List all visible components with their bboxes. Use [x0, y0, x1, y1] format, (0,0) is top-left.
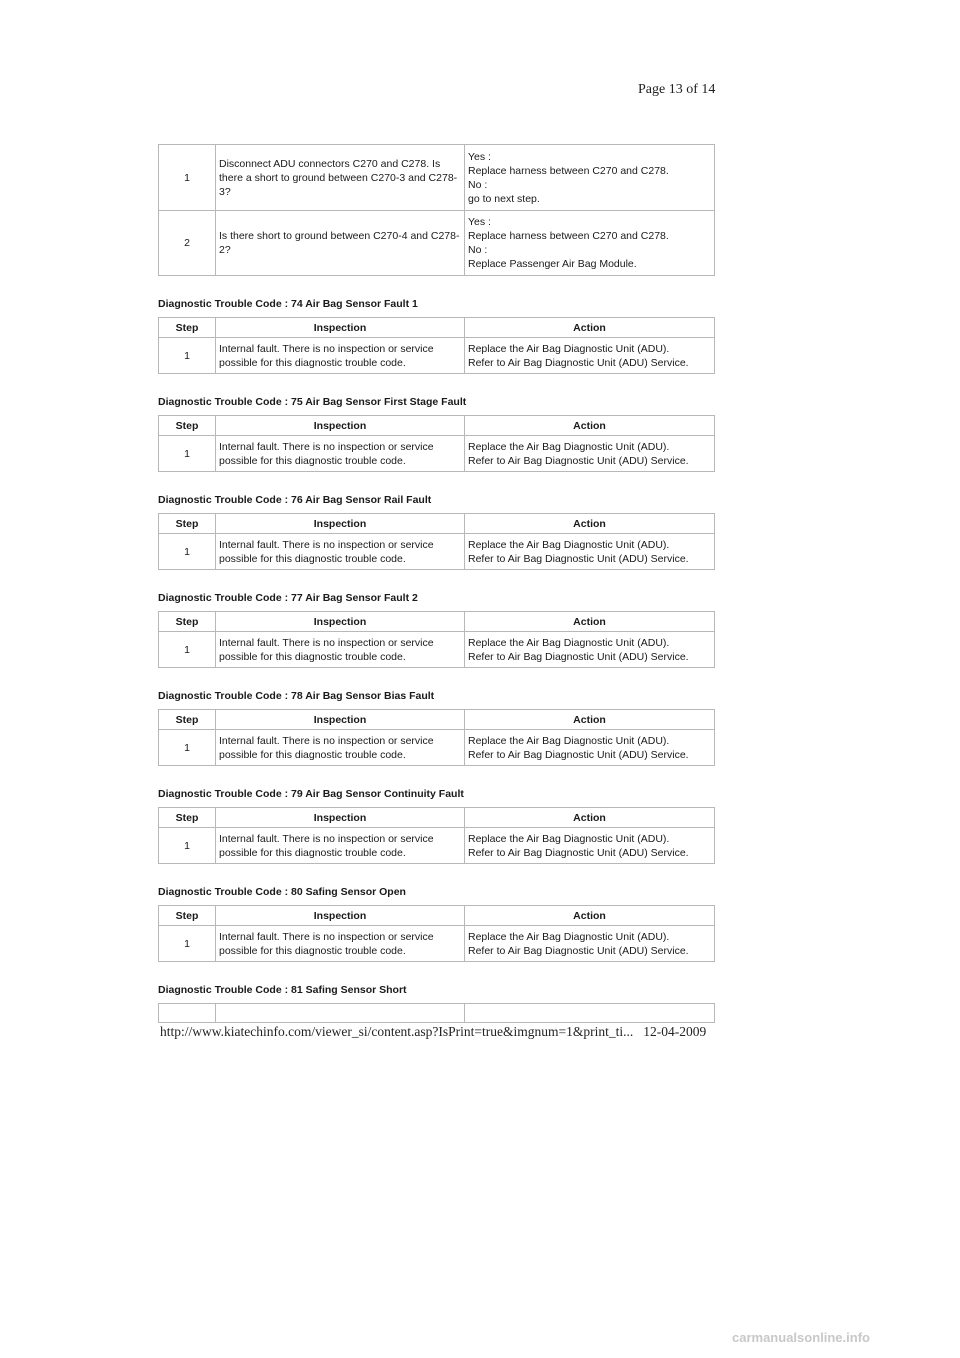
column-header-action: Action	[465, 514, 715, 534]
column-header-action: Action	[465, 906, 715, 926]
step-cell: 1	[159, 632, 216, 668]
column-header-inspection: Inspection	[216, 906, 465, 926]
column-header-action: Action	[465, 318, 715, 338]
column-header-action: Action	[465, 710, 715, 730]
table-row	[159, 632, 715, 668]
action-cell: Yes : Replace harness between C270 and C278. No : go to next step.	[465, 145, 715, 211]
document-body	[158, 144, 714, 1023]
column-header-inspection: Inspection	[216, 416, 465, 436]
action-cell: Replace the Air Bag Diagnostic Unit (ADU). Refer to Air Bag Diagnostic Unit (ADU) Service.	[465, 730, 715, 766]
dtc-sections	[158, 276, 714, 962]
table-header-row	[159, 318, 715, 338]
step-cell: 1	[159, 926, 216, 962]
dtc-title: Diagnostic Trouble Code : 77 Air Bag Sensor Fault 2	[158, 592, 418, 604]
action-cell: Replace the Air Bag Diagnostic Unit (ADU). Refer to Air Bag Diagnostic Unit (ADU) Service.	[465, 632, 715, 668]
step-cell: 1	[159, 828, 216, 864]
step-cell: 1	[159, 730, 216, 766]
column-header-step: Step	[159, 514, 216, 534]
column-header-inspection: Inspection	[216, 808, 465, 828]
dtc-title: Diagnostic Trouble Code : 76 Air Bag Sensor Rail Fault	[158, 494, 432, 506]
table-header-row	[159, 416, 715, 436]
dtc-table	[158, 905, 715, 962]
action-cell: Replace the Air Bag Diagnostic Unit (ADU). Refer to Air Bag Diagnostic Unit (ADU) Service.	[465, 338, 715, 374]
inspection-cell: Internal fault. There is no inspection or service possible for this diagnostic trouble code.	[216, 632, 465, 668]
column-header-step: Step	[159, 906, 216, 926]
action-cell: Replace the Air Bag Diagnostic Unit (ADU). Refer to Air Bag Diagnostic Unit (ADU) Service.	[465, 926, 715, 962]
footer-url: http://www.kiatechinfo.com/viewer_si/content.asp?IsPrint=true&imgnum=1&print_ti...	[160, 1024, 634, 1039]
table-header-row	[159, 808, 715, 828]
table-header-row	[159, 906, 715, 926]
table-row	[159, 730, 715, 766]
inspection-cell: Is there short to ground between C270-4 and C278-2?	[216, 211, 465, 276]
column-header-step: Step	[159, 416, 216, 436]
dtc-title: Diagnostic Trouble Code : 81 Safing Sensor Short	[158, 984, 407, 996]
table-row	[159, 828, 715, 864]
dtc-table	[158, 807, 715, 864]
dtc-title: Diagnostic Trouble Code : 78 Air Bag Sensor Bias Fault	[158, 690, 435, 702]
inspection-cell: Internal fault. There is no inspection or service possible for this diagnostic trouble code.	[216, 534, 465, 570]
dtc-title: Diagnostic Trouble Code : 80 Safing Sensor Open	[158, 886, 406, 898]
dtc-title: Diagnostic Trouble Code : 79 Air Bag Sensor Continuity Fault	[158, 788, 464, 800]
column-header-action: Action	[465, 416, 715, 436]
column-header-step: Step	[159, 710, 216, 730]
table-header-row	[159, 514, 715, 534]
inspection-cell: Internal fault. There is no inspection or service possible for this diagnostic trouble code.	[216, 730, 465, 766]
table-header-row	[159, 612, 715, 632]
step-cell: 1	[159, 436, 216, 472]
dtc-table	[158, 611, 715, 668]
page-number: Page 13 of 14	[638, 82, 716, 97]
table-row	[159, 145, 715, 211]
step-cell: 1	[159, 534, 216, 570]
step-cell: 2	[159, 211, 216, 276]
watermark-logo: carmanualsonline.info	[732, 1330, 870, 1345]
inspection-cell: Internal fault. There is no inspection or service possible for this diagnostic trouble code.	[216, 338, 465, 374]
dtc-table-partial	[158, 1003, 715, 1023]
column-header-inspection: Inspection	[216, 318, 465, 338]
table-row	[159, 436, 715, 472]
dtc-table	[158, 415, 715, 472]
column-header-inspection: Inspection	[216, 710, 465, 730]
table-row	[159, 338, 715, 374]
footer-date: 12-04-2009	[643, 1024, 707, 1039]
inspection-cell: Disconnect ADU connectors C270 and C278. Is there a short to ground between C270-3 and C278-3?	[216, 145, 465, 211]
inspection-cell: Internal fault. There is no inspection or service possible for this diagnostic trouble code.	[216, 828, 465, 864]
table-row	[159, 211, 715, 276]
column-header-inspection: Inspection	[216, 514, 465, 534]
inspection-cell: Internal fault. There is no inspection or service possible for this diagnostic trouble code.	[216, 436, 465, 472]
column-header-step: Step	[159, 318, 216, 338]
action-cell: Yes : Replace harness between C270 and C278. No : Replace Passenger Air Bag Module.	[465, 211, 715, 276]
column-header-action: Action	[465, 808, 715, 828]
action-cell: Replace the Air Bag Diagnostic Unit (ADU). Refer to Air Bag Diagnostic Unit (ADU) Service.	[465, 534, 715, 570]
column-header-step: Step	[159, 612, 216, 632]
dtc-title: Diagnostic Trouble Code : 74 Air Bag Sensor Fault 1	[158, 298, 418, 310]
dtc-table	[158, 317, 715, 374]
inspection-cell: Internal fault. There is no inspection or service possible for this diagnostic trouble code.	[216, 926, 465, 962]
column-header-action: Action	[465, 612, 715, 632]
dtc-title: Diagnostic Trouble Code : 75 Air Bag Sensor First Stage Fault	[158, 396, 467, 408]
action-cell: Replace the Air Bag Diagnostic Unit (ADU). Refer to Air Bag Diagnostic Unit (ADU) Service.	[465, 828, 715, 864]
page-footer	[160, 1024, 706, 1040]
step-cell: 1	[159, 145, 216, 211]
column-header-step: Step	[159, 808, 216, 828]
table-header-row	[159, 710, 715, 730]
table-row	[159, 534, 715, 570]
step-cell: 1	[159, 338, 216, 374]
table-row	[159, 926, 715, 962]
column-header-inspection: Inspection	[216, 612, 465, 632]
continued-table	[158, 144, 715, 276]
dtc-table	[158, 513, 715, 570]
action-cell: Replace the Air Bag Diagnostic Unit (ADU). Refer to Air Bag Diagnostic Unit (ADU) Service.	[465, 436, 715, 472]
dtc-table	[158, 709, 715, 766]
